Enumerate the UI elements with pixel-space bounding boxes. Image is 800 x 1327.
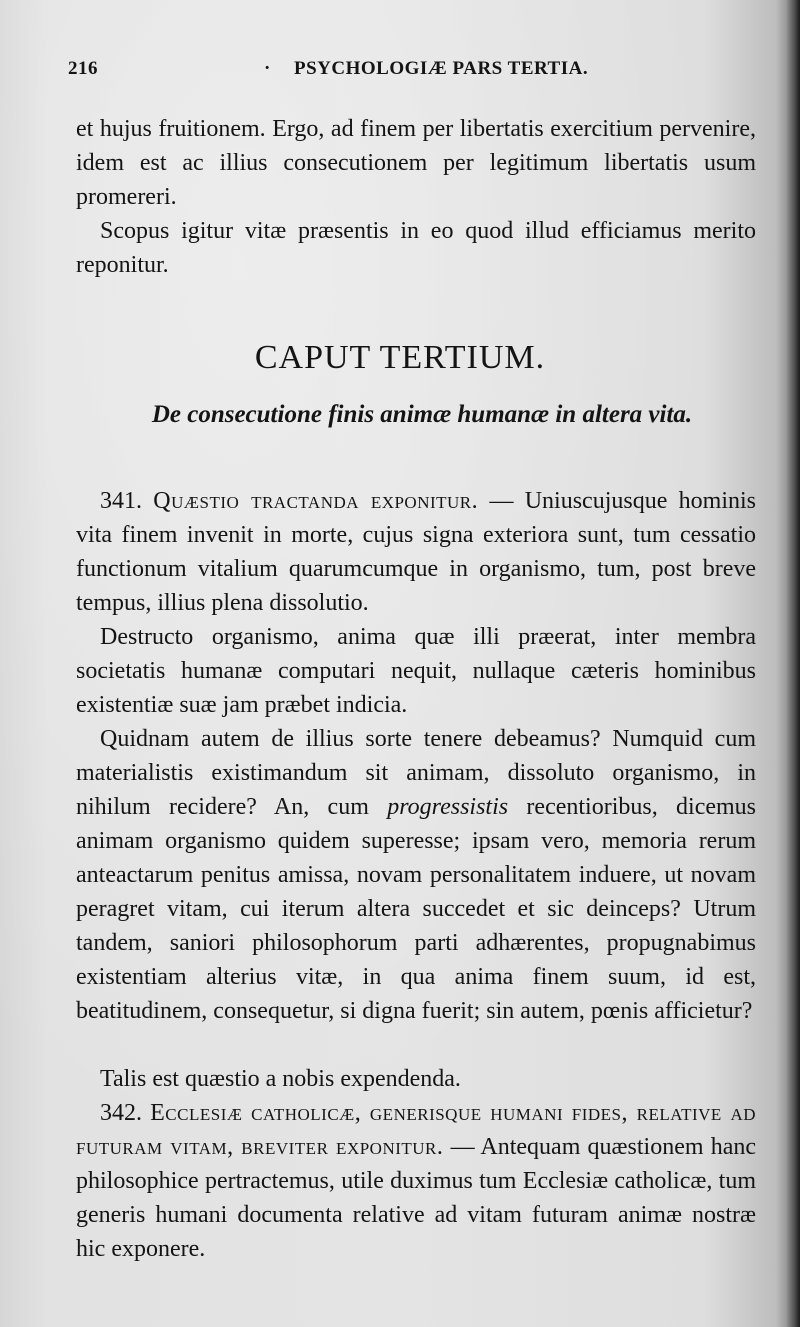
section-342-paragraph-1 xyxy=(76,1096,756,1266)
section-341-paragraph-4: Talis est quæstio a nobis expendenda. xyxy=(100,1066,461,1092)
running-head: · PSYCHOLOGIÆ PARS TERTIA. xyxy=(294,58,588,80)
section-341-heading: Quæstio tractanda exponitur. xyxy=(153,488,479,514)
section-341-paragraph-2: Destructo organismo, anima quæ illi præerat, inter membra societatis humanæ computari nequit, nullaque cæteris hominibus existentiæ suæ jam præbet indicia. xyxy=(76,624,756,718)
chapter-subtitle: De consecutione finis animæ humanæ in altera vita. xyxy=(151,401,693,428)
intro-paragraph-1: et hujus fruitionem. Ergo, ad finem per libertatis exercitium pervenire, idem est ac illius consecutionem per legitimum libertatis usum promereri. xyxy=(76,116,756,210)
section-341-number: 341. xyxy=(100,488,142,514)
section-341-paragraph-3-part-a: Quidnam autem de illius sorte tenere debeamus? Numquid cum materialistis existimandum sit animam, dissoluto organismo, in nihilum recidere? An, cum xyxy=(76,726,756,820)
section-341-paragraph-3 xyxy=(76,722,756,1028)
chapter-title: CAPUT TERTIUM. xyxy=(254,339,546,376)
page-edge-shadow xyxy=(786,0,800,1327)
intro-paragraph-2: Scopus igitur vitæ præsentis in eo quod illud efficiamus merito reponitur. xyxy=(76,218,756,278)
section-341-italic-term: progressistis xyxy=(387,794,509,820)
section-342-heading: Ecclesiæ catholicæ, generisque humani fides, relative ad futuram vitam, breviter exponitur. xyxy=(76,1100,757,1160)
section-341-paragraph-3-part-b: recentioribus, dicemus animam organismo quidem superesse; ipsam vero, memoria rerum anteactarum penitus amissa, novam personalitatem induere, ut novam peragret vitam, cui iterum altera succedet et sic deinceps? Utrum tandem, saniori philosophorum parti adhærentes, propugnabimus existentiam alterius vitæ, in qua anima finem suum, id est, beatitudinem, consequetur, si digna fuerit; sin autem, pœnis afficietur? xyxy=(76,794,757,1024)
section-341-paragraph-1 xyxy=(76,484,756,620)
page-header xyxy=(68,58,748,88)
section-342-paragraph-1-text: — Antequam quæstionem hanc philosophice pertractemus, utile duximus tum Ecclesiæ catholicæ, tum generis humani documenta relative ad vitam futuram animæ nostræ hic exponere. xyxy=(76,1134,756,1262)
page-number: 216 xyxy=(68,58,98,79)
section-341-paragraph-1-text: — Uniuscujusque hominis vita finem invenit in morte, cujus signa exteriora sunt, tum cessatio functionum vitalium quarumcumque in organismo, tum, post breve tempus, illius plena dissolutio. xyxy=(76,488,756,616)
section-342-number: 342. xyxy=(100,1100,142,1126)
